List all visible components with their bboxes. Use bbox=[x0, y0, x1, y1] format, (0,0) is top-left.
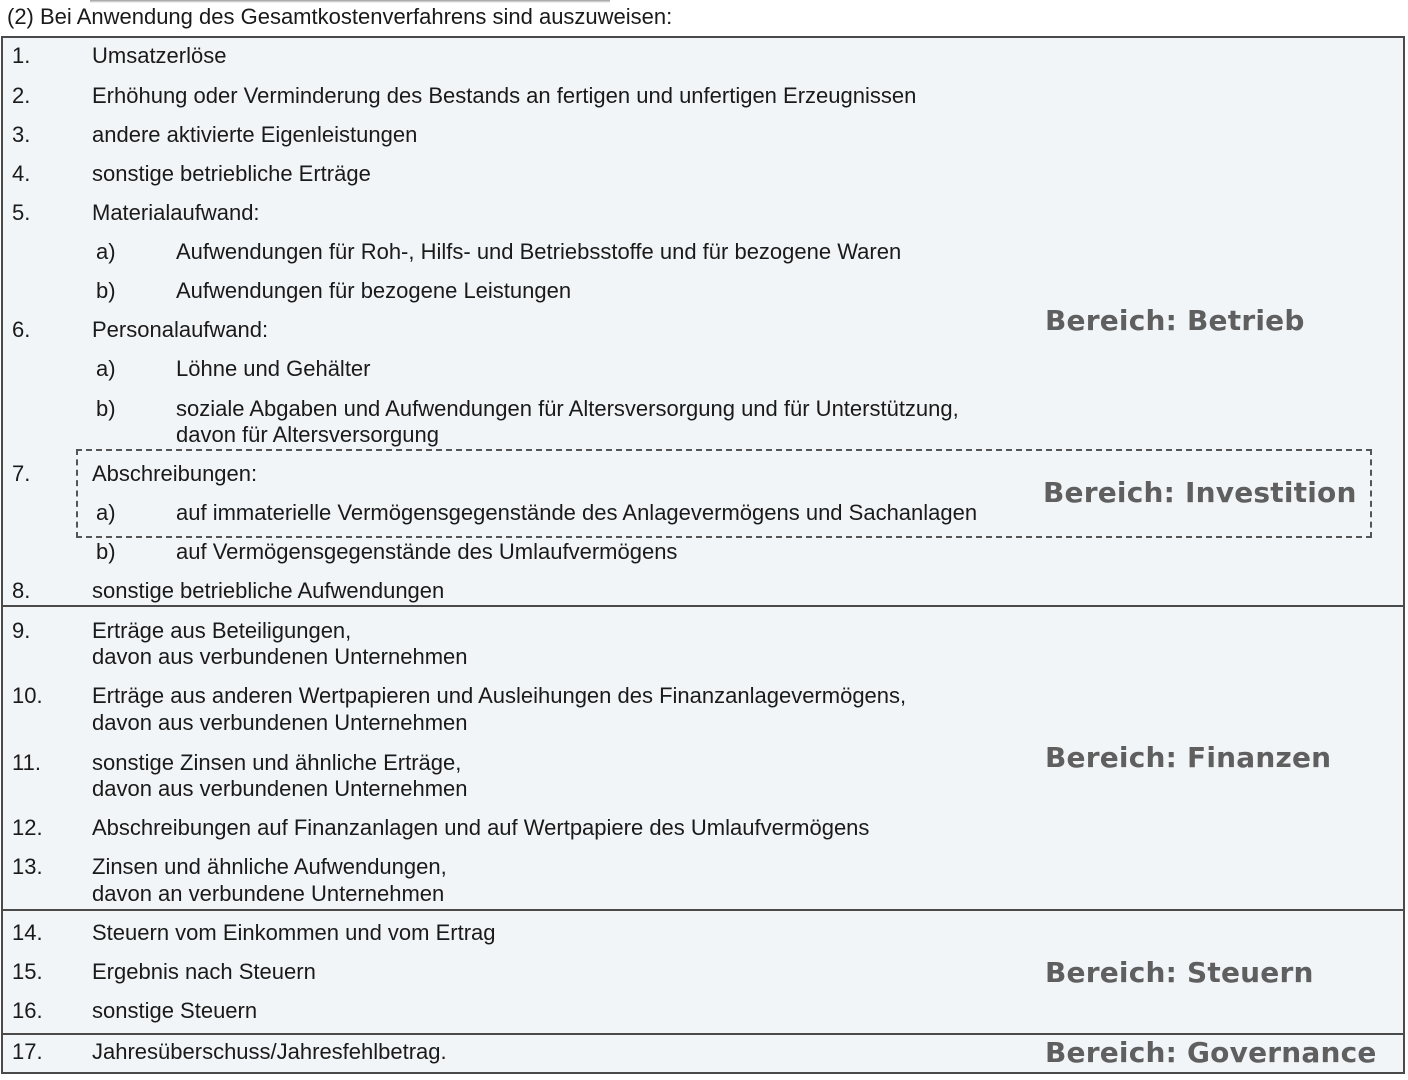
area-label-betrieb: Bereich: Betrieb bbox=[1045, 304, 1305, 337]
item-text: Erhöhung oder Verminderung des Bestands an fertigen und unfertigen Erzeugnissen bbox=[92, 83, 917, 108]
item-number: 16. bbox=[12, 998, 43, 1023]
item-number: 15. bbox=[12, 959, 43, 984]
sub-item-letter: a) bbox=[96, 239, 116, 264]
item-text: Materialaufwand: bbox=[92, 200, 260, 225]
item-number: 6. bbox=[12, 317, 31, 342]
item-text: davon aus verbundenen Unternehmen bbox=[92, 644, 468, 669]
item-text: davon aus verbundenen Unternehmen bbox=[92, 776, 468, 801]
sub-item-letter: a) bbox=[96, 356, 116, 381]
item-text: Erträge aus Beteiligungen, bbox=[92, 618, 352, 643]
intro-heading: (2) Bei Anwendung des Gesamtkostenverfahrens sind auszuweisen: bbox=[7, 4, 673, 29]
item-number: 5. bbox=[12, 200, 31, 225]
area-label-governance: Bereich: Governance bbox=[1045, 1036, 1377, 1069]
item-number: 14. bbox=[12, 920, 43, 945]
sub-item-text: auf Vermögensgegenstände des Umlaufvermögens bbox=[176, 539, 678, 564]
item-text: Abschreibungen: bbox=[92, 461, 258, 486]
area-label-investition: Bereich: Investition bbox=[1043, 476, 1357, 509]
item-text: Abschreibungen auf Finanzanlagen und auf Wertpapiere des Umlaufvermögens bbox=[92, 815, 870, 840]
sub-item-text: soziale Abgaben und Aufwendungen für Altersversorgung und für Unterstützung, bbox=[176, 396, 959, 421]
item-text: Jahresüberschuss/Jahresfehlbetrag. bbox=[92, 1039, 447, 1064]
item-number: 9. bbox=[12, 618, 31, 643]
item-text: davon aus verbundenen Unternehmen bbox=[92, 710, 468, 735]
sub-item-letter: b) bbox=[96, 396, 116, 421]
item-text: sonstige betriebliche Erträge bbox=[92, 161, 371, 186]
area-label-steuern: Bereich: Steuern bbox=[1045, 956, 1314, 989]
item-text: andere aktivierte Eigenleistungen bbox=[92, 122, 418, 147]
area-label-finanzen: Bereich: Finanzen bbox=[1045, 741, 1332, 774]
sub-item-letter: b) bbox=[96, 278, 116, 303]
item-text: Personalaufwand: bbox=[92, 317, 269, 342]
item-number: 11. bbox=[12, 750, 41, 775]
item-number: 8. bbox=[12, 578, 31, 603]
item-number: 3. bbox=[12, 122, 31, 147]
item-number: 7. bbox=[12, 461, 31, 486]
sub-item-text: Aufwendungen für Roh-, Hilfs- und Betriebsstoffe und für bezogene Waren bbox=[176, 239, 902, 264]
sub-item-letter: b) bbox=[96, 539, 116, 564]
item-text: Erträge aus anderen Wertpapieren und Ausleihungen des Finanzanlagevermögens, bbox=[92, 683, 907, 708]
sub-item-text: davon für Altersversorgung bbox=[176, 422, 439, 447]
item-number: 1. bbox=[12, 43, 31, 68]
item-text: Steuern vom Einkommen und vom Ertrag bbox=[92, 920, 496, 945]
item-text: davon an verbundene Unternehmen bbox=[92, 881, 445, 906]
item-text: sonstige Steuern bbox=[92, 998, 258, 1023]
item-text: Ergebnis nach Steuern bbox=[92, 959, 316, 984]
item-number: 13. bbox=[12, 854, 43, 879]
sub-item-letter: a) bbox=[96, 500, 116, 525]
sub-item-text: Aufwendungen für bezogene Leistungen bbox=[176, 278, 572, 303]
item-number: 17. bbox=[12, 1039, 43, 1064]
item-text: Zinsen und ähnliche Aufwendungen, bbox=[92, 854, 447, 879]
sub-item-text: auf immaterielle Vermögensgegenstände des Anlagevermögens und Sachanlagen bbox=[176, 500, 978, 525]
item-number: 10. bbox=[12, 683, 43, 708]
item-number: 12. bbox=[12, 815, 43, 840]
item-number: 2. bbox=[12, 83, 31, 108]
item-text: Umsatzerlöse bbox=[92, 43, 227, 68]
cropped-text-remnant bbox=[90, 0, 610, 3]
item-text: sonstige betriebliche Aufwendungen bbox=[92, 578, 445, 603]
item-text: sonstige Zinsen und ähnliche Erträge, bbox=[92, 750, 462, 775]
item-number: 4. bbox=[12, 161, 31, 186]
sub-item-text: Löhne und Gehälter bbox=[176, 356, 371, 381]
